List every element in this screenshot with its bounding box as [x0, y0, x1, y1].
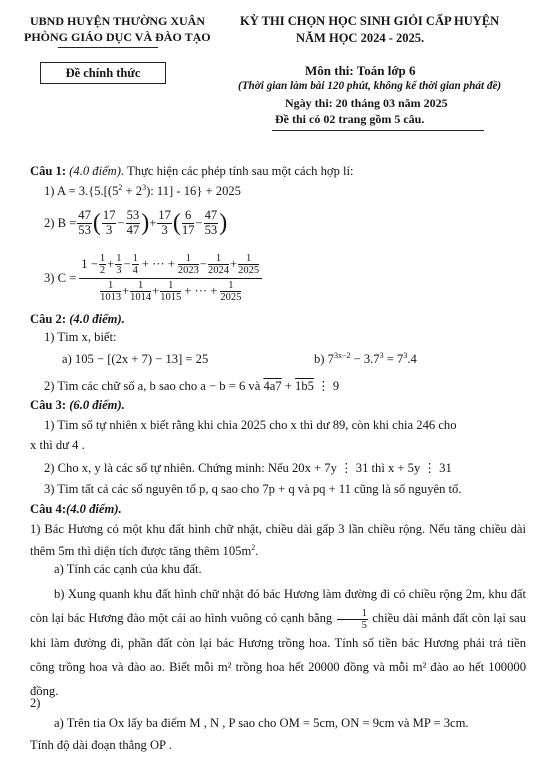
- q2-part2: 2) Tìm các chữ số a, b sao cho a − b = 6 và 4a7 + 1b5 ⋮ 9: [44, 379, 340, 393]
- exam-date: Ngày thi: 20 tháng 03 năm 2025: [285, 96, 448, 110]
- fraction-one-fifth: $\frac{1}{5}$: [337, 608, 368, 631]
- exam-title: KỲ THI CHỌN HỌC SINH GIỎI CẤP HUYỆN: [240, 14, 500, 28]
- q2-heading: Câu 2: (4.0 điểm).: [30, 312, 125, 326]
- q3-part3: 3) Tìm tất cả các số nguyên tố p, q sao cho 7p + q và pq + 11 cũng là số nguyên tố.: [44, 482, 462, 496]
- q3-part1: 1) Tìm số tự nhiên x biết rằng khi chia 2025 cho x thì dư 89, còn khi chia 246 cho: [44, 418, 457, 432]
- q1-part3: 3) C = 1 − $\frac{1}{2}$ + $\frac{1}{3}$ − $\frac{1}{4}$ + ··· + $\frac{1}{2023}$ − $\frac{1}{2024}$ + $\frac{1}{2025}$ $\frac{1}{1013}$ + $\frac{1}{1014}$ + $\frac{1}{1015}$ + ··· + $\frac{1}{2025}$: [44, 250, 262, 306]
- q2-part1a: a) 105 − [(2x + 7) − 13] = 25: [62, 352, 209, 366]
- page-count: Đề thi có 02 trang gồm 5 câu.: [275, 112, 425, 126]
- school-year: NĂM HỌC 2024 - 2025.: [296, 31, 425, 45]
- q3-part2: 2) Cho x, y là các số tự nhiên. Chứng minh: Nếu 20x + 7y ⋮ 31 thì x + 5y ⋮ 31: [44, 461, 452, 475]
- q4-part2: 2): [30, 696, 41, 710]
- subject-title: Môn thi: Toán lớp 6: [305, 63, 416, 78]
- q1-heading: Câu 1: (4.0 điểm). Thực hiện các phép tính sau một cách hợp lí:: [30, 164, 354, 178]
- header-underline-left: [58, 47, 158, 48]
- time-note: (Thời gian làm bài 120 phút, không kể thời gian phát đề): [238, 80, 502, 92]
- header-department: PHÒNG GIÁO DỤC VÀ ĐÀO TẠO: [24, 30, 211, 44]
- q1-part2: 2) B = $\frac{47}{53}$ ( $\frac{17}{3}$ − $\frac{53}{47}$ ) + $\frac{17}{3}$ ( $\frac{6}{17}$ − $\frac{47}{53}$ ): [44, 208, 228, 237]
- q2-part1b: b) $7^{3x-2} - 3.7^3 = 7^3.4$: [314, 350, 417, 366]
- q4-part1b: b) Xung quanh khu đất hình chữ nhật đó bác Hương làm đường đi có chiều rộng 2m, khu đất còn lại bác Hương đào một cái ao hình vuông có cạnh bằng $\frac{1}{5}$ chiều dài mảnh đất còn lại sau khi làm đường đi, phần đất còn lại bác Hương trồng hoa. Tính số tiền bác Hương phải trả tiền công trồng hoa và đào ao. Biết mỗi m² trồng hoa hết 20000 đồng và mỗi m² đào ao hết 100000 đồng.: [30, 587, 526, 698]
- q1-part1: 1) $A = 3.\{5.[(5^2 + 2^3)$: 11] - 16} + 2025: [44, 182, 241, 198]
- c-numerator: 1 − $\frac{1}{2}$ + $\frac{1}{3}$ − $\frac{1}{4}$ + ··· + $\frac{1}{2023}$ − $\frac{1}{2024}$ + $\frac{1}{2025}$: [79, 253, 262, 278]
- q4-heading: Câu 4:(4.0 điểm).: [30, 502, 122, 516]
- header-authority: UBND HUYỆN THƯỜNG XUÂN: [30, 14, 206, 28]
- official-stamp-box: Đề chính thức: [40, 62, 166, 84]
- q2-part1: 1) Tìm x, biết:: [44, 330, 117, 344]
- q4-part1a: a) Tính các cạnh của khu đất.: [54, 562, 202, 576]
- header-underline-right: [272, 130, 484, 131]
- q3-part1-cont: x thì dư 4 .: [30, 438, 85, 452]
- q3-heading: Câu 3: (6.0 điểm).: [30, 398, 125, 412]
- c-big-fraction: [79, 253, 262, 302]
- q4-part2a: a) Trên tia Ox lấy ba điểm M , N , P sao cho OM = 5cm, ON = 9cm và MP = 3cm.: [54, 716, 469, 730]
- q4-part2a-cont: Tính độ dài đoạn thẳng OP .: [30, 738, 172, 752]
- q4-part1: 1) Bác Hương có một khu đất hình chữ nhật, chiều dài gấp 3 lần chiều rộng. Nếu tăng chiều dài thêm 5m thì diện tích được tăng thêm $105m^2$.: [30, 522, 526, 558]
- c-denominator: $\frac{1}{1013}$ + $\frac{1}{1014}$ + $\frac{1}{1015}$ + ··· + $\frac{1}{2025}$: [100, 279, 242, 303]
